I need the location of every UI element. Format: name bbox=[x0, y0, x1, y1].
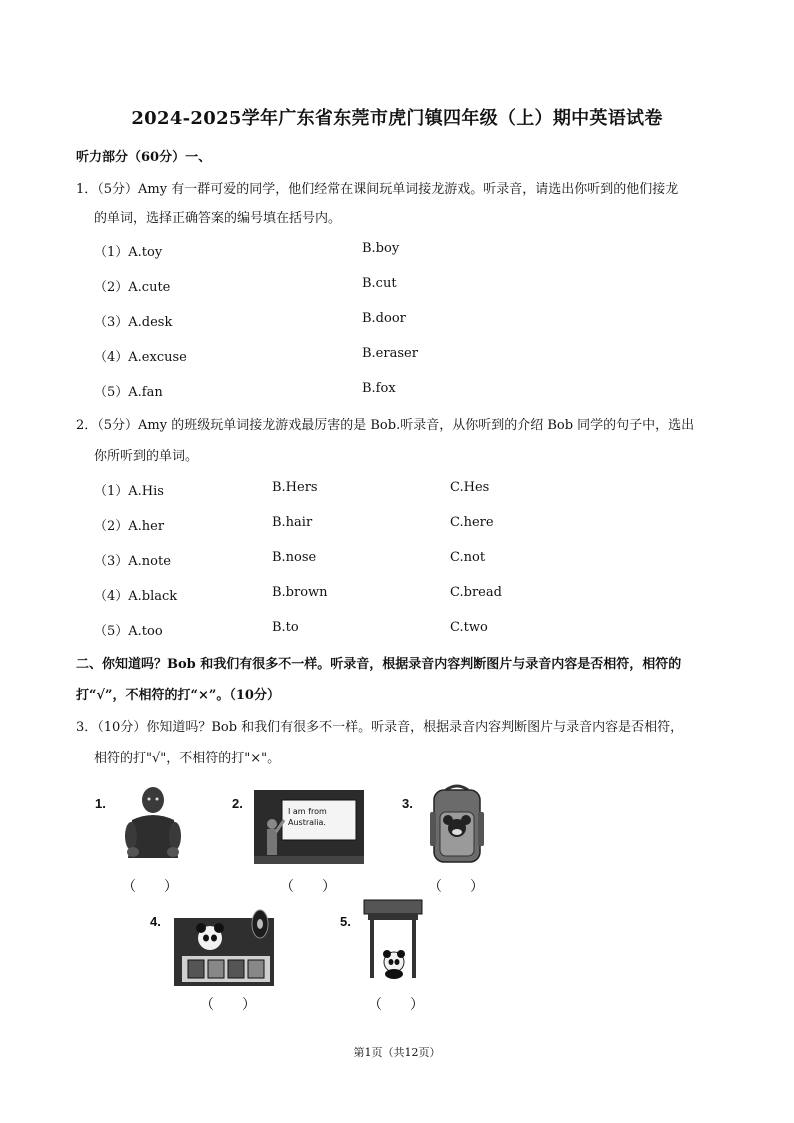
q3-line1: 3．（10分）你知道吗？Bob 和我们有很多不一样。听录音，根据录音内容判断图片与录音内容是否相符， bbox=[76, 720, 684, 735]
q1-line2: 的单词，选择正确答案的编号填在括号内。 bbox=[94, 211, 342, 226]
picture-3-answer[interactable]: （ ） bbox=[428, 879, 484, 895]
q2-item-1-c: C.Hes bbox=[450, 480, 490, 495]
boy-icon bbox=[118, 784, 188, 866]
picture-1-answer[interactable]: （ ） bbox=[122, 879, 178, 895]
q1-item-3-b: B.door bbox=[362, 311, 406, 326]
panda-desk-icon bbox=[174, 904, 274, 986]
q2-item-4-a: （4）A.black bbox=[94, 589, 178, 604]
page-title: 2024-2025学年广东省东莞市虎门镇四年级（上）期中英语试卷 bbox=[131, 108, 663, 129]
q2-item-4-b: B.brown bbox=[272, 585, 328, 600]
q2-item-2-b: B.hair bbox=[272, 515, 313, 530]
q2-item-5-b: B.to bbox=[272, 620, 299, 635]
picture-4-answer[interactable]: （ ） bbox=[200, 997, 256, 1013]
section1-header: 听力部分（60分）一、 bbox=[76, 150, 212, 165]
picture-2-number: 2. bbox=[232, 796, 243, 811]
q2-item-4-c: C.bread bbox=[450, 585, 502, 600]
q2-line1: 2．（5分）Amy 的班级玩单词接龙游戏最厉害的是 Bob.听录音，从你听到的介绍 Bob 同学的句子中，选出 bbox=[76, 418, 695, 433]
picture-5-number: 5. bbox=[340, 914, 351, 929]
page-footer: 第1页（共12页） bbox=[353, 1046, 441, 1059]
q2-item-3-b: B.nose bbox=[272, 550, 317, 565]
q2-item-2-a: （2）A.her bbox=[94, 519, 165, 534]
q1-item-2-b: B.cut bbox=[362, 276, 397, 291]
q1-item-2-a: （2）A.cute bbox=[94, 280, 171, 295]
picture-5-answer[interactable]: （ ） bbox=[368, 997, 424, 1013]
picture-4-number: 4. bbox=[150, 914, 161, 929]
q2-line2: 你所听到的单词。 bbox=[94, 449, 199, 464]
q1-item-5-a: （5）A.fan bbox=[94, 385, 163, 400]
picture-3-number: 3. bbox=[402, 796, 413, 811]
q2-item-1-b: B.Hers bbox=[272, 480, 318, 495]
q2-item-2-c: C.here bbox=[450, 515, 494, 530]
q1-item-5-b: B.fox bbox=[362, 381, 396, 396]
q2-item-3-a: （3）A.note bbox=[94, 554, 171, 569]
section2-line1: 二、你知道吗？Bob 和我们有很多不一样。听录音，根据录音内容判断图片与录音内容是否相符，相符的 bbox=[76, 657, 682, 672]
q1-item-3-a: （3）A.desk bbox=[94, 315, 173, 330]
q1-item-1-a: （1）A.toy bbox=[94, 245, 163, 260]
board-text-line2: Australia. bbox=[288, 818, 326, 827]
schoolbag-icon bbox=[424, 782, 490, 866]
q2-item-5-a: （5）A.too bbox=[94, 624, 163, 639]
section2-line2: 打“√”，不相符的打“×”。（10分） bbox=[76, 688, 280, 703]
q1-item-4-a: （4）A.excuse bbox=[94, 350, 187, 365]
board-text-line1: I am from bbox=[288, 807, 327, 816]
q1-line1: 1．（5分）Amy 有一群可爱的同学，他们经常在课间玩单词接龙游戏。听录音，请选出你听到的他们接龙 bbox=[76, 182, 679, 197]
q2-item-3-c: C.not bbox=[450, 550, 486, 565]
q1-item-1-b: B.boy bbox=[362, 241, 400, 256]
picture-2-answer[interactable]: （ ） bbox=[280, 879, 336, 895]
desk-panda-icon bbox=[360, 896, 426, 984]
q2-item-1-a: （1）A.His bbox=[94, 484, 164, 499]
q1-item-4-b: B.eraser bbox=[362, 346, 418, 361]
q3-line2: 相符的打"√"，不相符的打"×"。 bbox=[94, 751, 281, 766]
picture-1-number: 1. bbox=[95, 796, 106, 811]
q2-item-5-c: C.two bbox=[450, 620, 488, 635]
